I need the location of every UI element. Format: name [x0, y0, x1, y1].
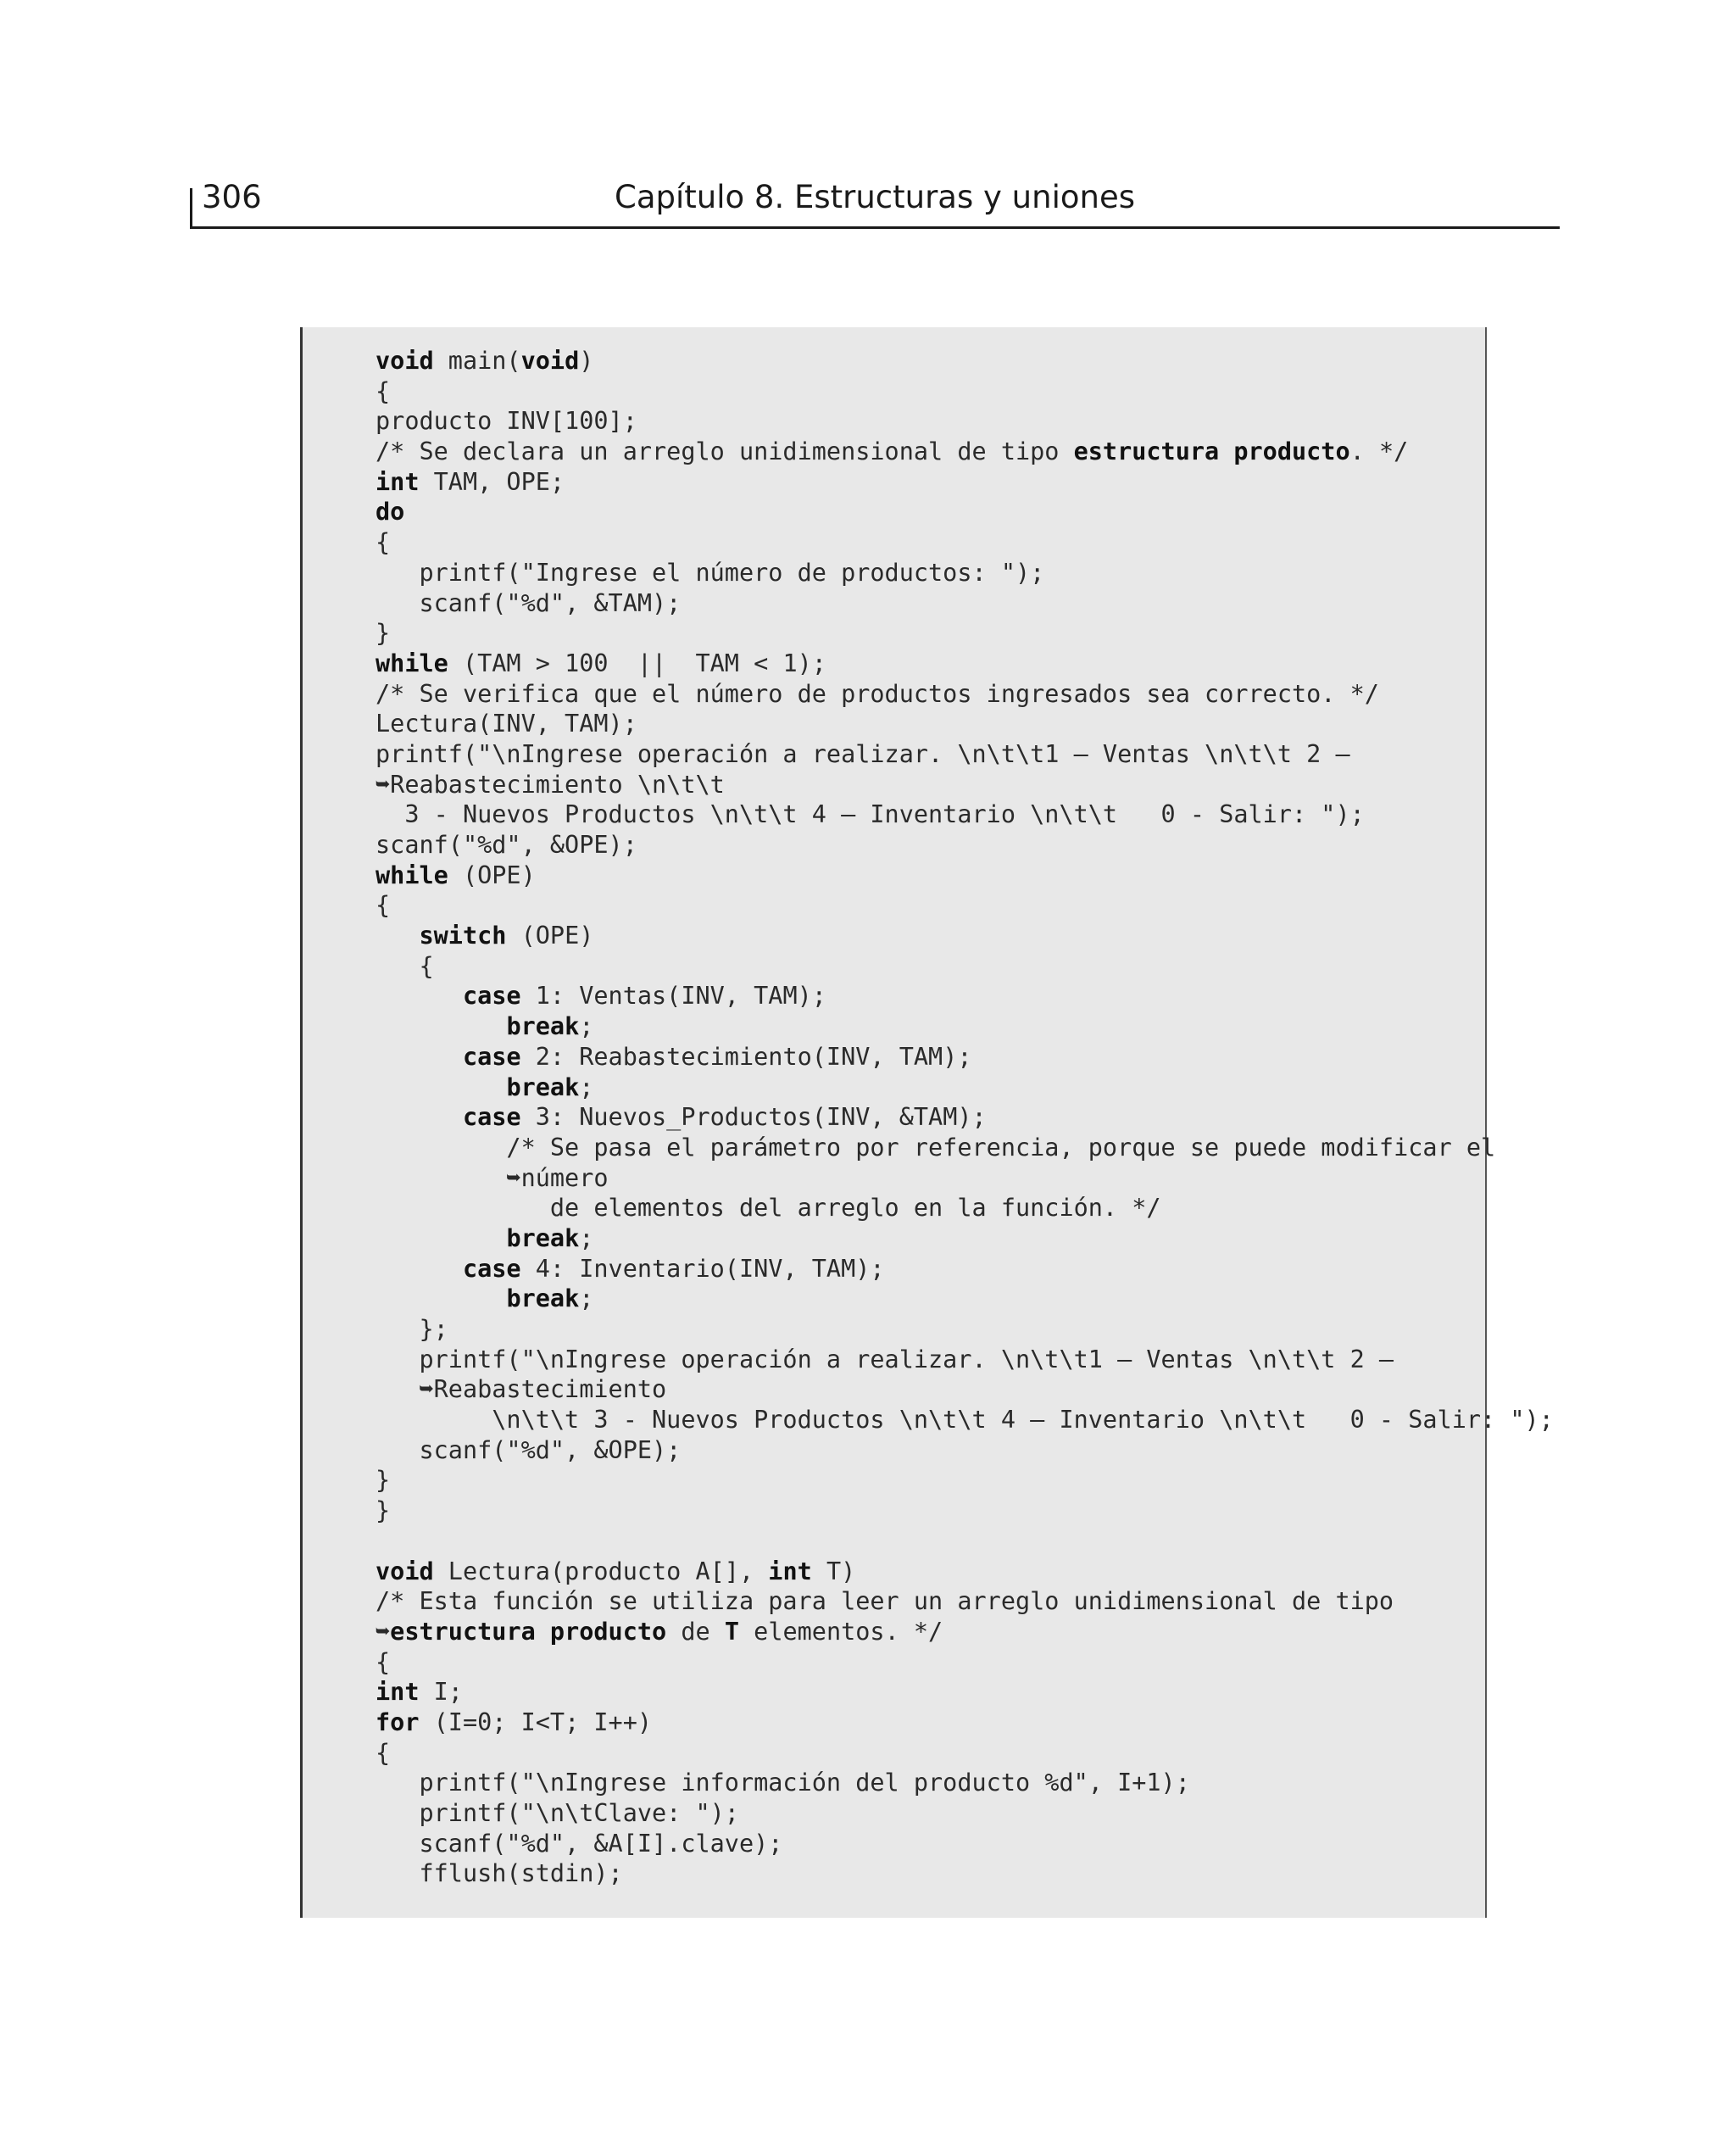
code-line: scanf("%d", &OPE); [376, 831, 637, 859]
code-line: break; [506, 1012, 594, 1041]
code-line: void Lectura(producto A[], int T) [376, 1557, 856, 1585]
code-line: } [376, 1496, 391, 1525]
code-line: scanf("%d", &OPE); [376, 1435, 682, 1464]
code-line: printf("\nIngrese operación a realizar. \n\t\t1 – Ventas \n\t\t 2 – [376, 739, 1350, 768]
code-line: { [376, 1647, 391, 1676]
code-line: ➥estructura producto de T elementos. */ [376, 1617, 943, 1646]
code-line [376, 1526, 1554, 1557]
code-listing [376, 346, 1554, 1889]
code-line: Lectura(INV, TAM); [376, 710, 637, 738]
code-line: case 1: Ventas(INV, TAM); [462, 982, 826, 1011]
code-line: for (I=0; I<T; I++) [376, 1708, 653, 1736]
code-line: printf("Ingrese el número de productos: "); [376, 558, 1045, 587]
chapter-title: Capítulo 8. Estructuras y uniones [615, 179, 1135, 215]
header-rule [190, 226, 1560, 229]
code-line: while (OPE) [376, 861, 536, 889]
code-line: producto INV[100]; [376, 407, 637, 436]
code-line: case 3: Nuevos_Productos(INV, &TAM); [462, 1103, 987, 1132]
code-line: ➥número [376, 1163, 609, 1192]
code-line: /* Se verifica que el número de productos ingresados sea correcto. */ [376, 679, 1379, 708]
code-line: while (TAM > 100 || TAM < 1); [376, 649, 826, 677]
page-header [190, 170, 1560, 229]
page-number: 306 [202, 179, 262, 215]
code-line: { [376, 951, 434, 980]
code-line: case 2: Reabastecimiento(INV, TAM); [462, 1042, 972, 1071]
code-line: switch (OPE) [419, 922, 594, 950]
code-line: int TAM, OPE; [376, 467, 565, 496]
code-line: 3 - Nuevos Productos \n\t\t 4 – Inventario \n\t\t 0 - Salir: "); [376, 800, 1365, 829]
code-line: { [376, 528, 391, 557]
code-line: break; [506, 1223, 594, 1252]
code-line: printf("\nIngrese información del producto %d", I+1); [376, 1769, 1190, 1797]
code-line: case 4: Inventario(INV, TAM); [462, 1254, 885, 1283]
code-line: printf("\n\tClave: "); [376, 1799, 739, 1827]
code-listing-box [300, 327, 1554, 1918]
code-line: /* Se declara un arreglo unidimensional de tipo estructura producto. */ [376, 437, 1409, 466]
code-line: ➥Reabastecimiento \n\t\t [376, 770, 725, 799]
code-line: de elementos del arreglo en la función. */ [376, 1194, 1161, 1223]
code-line: } [376, 1466, 391, 1495]
code-line: scanf("%d", &A[I].clave); [376, 1829, 783, 1858]
code-line: } [376, 619, 391, 648]
code-line: break; [506, 1284, 594, 1313]
code-line: \n\t\t 3 - Nuevos Productos \n\t\t 4 – Inventario \n\t\t 0 - Salir: "); [376, 1406, 1554, 1435]
code-line: int I; [376, 1678, 463, 1707]
code-line: ➥Reabastecimiento [376, 1375, 667, 1404]
code-line: /* Se pasa el parámetro por referencia, porque se puede modificar el [376, 1133, 1496, 1162]
code-line: { [376, 891, 391, 920]
code-line: printf("\nIngrese operación a realizar. \n\t\t1 – Ventas \n\t\t 2 – [376, 1345, 1394, 1373]
code-line: scanf("%d", &TAM); [376, 588, 682, 617]
code-line: do [376, 498, 405, 526]
code-line: }; [376, 1315, 448, 1343]
code-line: { [376, 376, 391, 405]
code-line: break; [506, 1072, 594, 1101]
code-line: { [376, 1738, 391, 1767]
code-line: /* Esta función se utiliza para leer un arreglo unidimensional de tipo [376, 1587, 1394, 1616]
code-line: void main(void) [376, 347, 594, 375]
code-line: fflush(stdin); [376, 1859, 623, 1888]
